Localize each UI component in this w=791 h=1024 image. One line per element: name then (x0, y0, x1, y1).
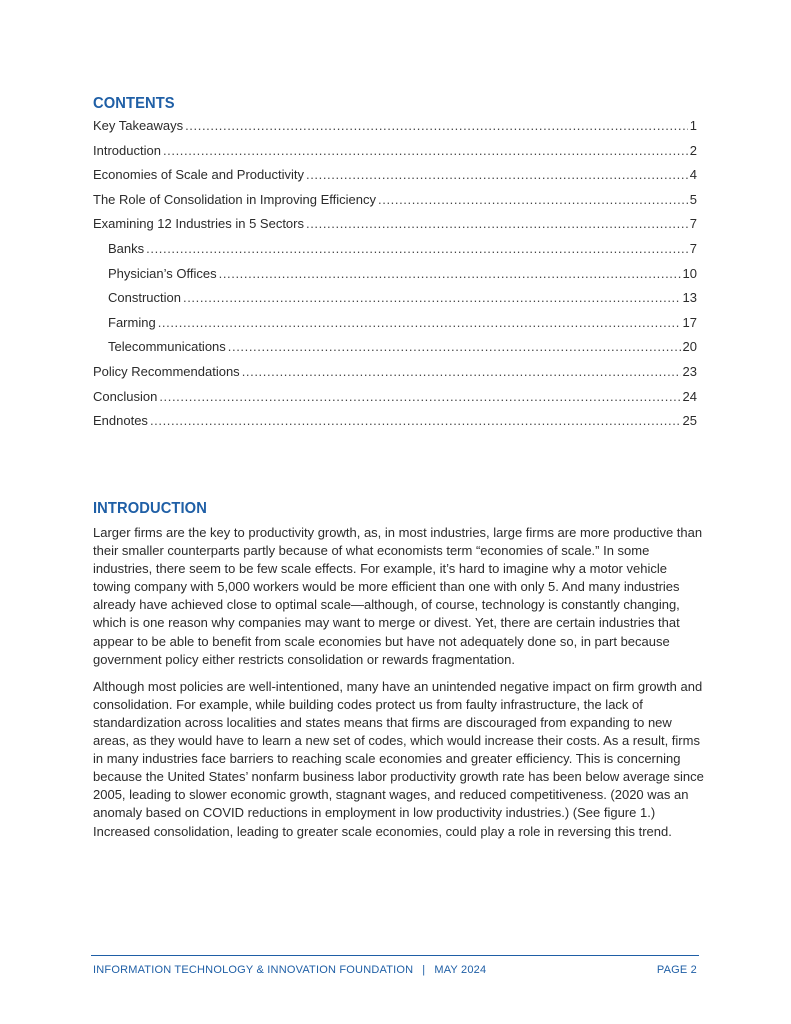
toc-entry-title: Farming (108, 314, 156, 330)
toc-entry-policy-recommendations[interactable] (93, 362, 697, 387)
toc-leader-dots (306, 165, 688, 184)
toc-entry-title: Physician’s Offices (108, 265, 217, 281)
toc-entry-title: Economies of Scale and Productivity (93, 167, 304, 183)
toc-entry-page: 4 (689, 167, 697, 183)
toc-leader-dots (219, 264, 681, 283)
toc-entry-page: 23 (682, 363, 697, 379)
toc-entry-conclusion[interactable] (93, 387, 697, 412)
table-of-contents (93, 116, 697, 436)
toc-entry-title: Telecommunications (108, 339, 226, 355)
footer-organization: INFORMATION TECHNOLOGY & INNOVATION FOUNDATION (93, 964, 414, 976)
toc-entry-title: Introduction (93, 142, 161, 158)
toc-entry-page: 7 (689, 216, 697, 232)
toc-entry-title: Key Takeaways (93, 118, 184, 133)
toc-leader-dots (242, 362, 681, 381)
toc-leader-dots (158, 313, 681, 332)
toc-entry-role-of-consolidation[interactable] (93, 190, 697, 215)
toc-leader-dots (163, 141, 688, 160)
toc-entry-page: 1 (689, 118, 697, 133)
toc-entry-introduction[interactable] (93, 141, 697, 166)
footer-left (93, 964, 486, 976)
toc-leader-dots (378, 190, 688, 209)
toc-entry-page: 20 (682, 339, 697, 355)
toc-entry-farming[interactable] (93, 313, 697, 338)
footer-page-number: PAGE 2 (656, 964, 697, 976)
introduction-paragraph: Although most policies are well-intentioned, many have an unintended negative impact on firm growth and consolidation. For example, while building codes protect us from faulty infrastructure, the lack of standardization across localities and states means that firms are discouraged from expanding to new areas, as they would have to learn a new set of codes, which would increase their costs. As a result, firms in many industries face barriers to reaching scale economies and greater efficiency. This is concerning because the United States’ nonfarm business labor productivity growth rate has been below average since 2005, leading to slower economic growth, stagnant wages, and reduced competitiveness. (2020 was an anomaly based on COVID reductions in employment in low productivity industries.) (See figure 1.) Increased consolidation, leading to greater scale economies, could play a role in reversing this trend. (93, 678, 704, 839)
toc-entry-page: 24 (682, 388, 697, 404)
toc-entry-title: Policy Recommendations (93, 363, 240, 379)
toc-entry-page: 2 (689, 142, 697, 158)
toc-entry-page: 25 (682, 413, 697, 429)
toc-entry-title: The Role of Consolidation in Improving Efficiency (93, 191, 377, 207)
toc-entry-endnotes[interactable] (93, 411, 697, 436)
toc-entry-title: Examining 12 Industries in 5 Sectors (93, 216, 304, 232)
toc-leader-dots (185, 116, 688, 135)
toc-entry-page: 13 (682, 290, 697, 306)
toc-entry-title: Endnotes (93, 413, 148, 429)
toc-leader-dots (306, 214, 688, 233)
toc-entry-title: Construction (108, 290, 181, 306)
toc-entry-banks[interactable] (93, 239, 697, 264)
introduction-paragraph: Larger firms are the key to productivity growth, as, in most industries, large firms are more productive than their smaller counterparts partly because of what economists term “economies of scale.” In some industries, there seem to be few scale effects. For example, it’s hard to imagine why a motor vehicle towing company with 5,000 workers would be more efficient than one with only 5. And many industries already have achieved close to optimal scale—although, of course, technology is constantly changing, which is one reason why companies may want to merge or divest. Yet, there are certain industries that appear to be able to benefit from scale economies but have not adequately done so, in part because government policy either restricts consolidation or rewards fragmentation. (93, 525, 703, 667)
contents-heading: CONTENTS (93, 95, 175, 112)
toc-entry-physicians-offices[interactable] (93, 264, 697, 289)
toc-leader-dots (159, 387, 680, 406)
toc-entry-page: 5 (689, 191, 697, 207)
introduction-heading: INTRODUCTION (93, 500, 207, 517)
footer-separator: | (422, 964, 426, 976)
introduction-body (93, 524, 705, 850)
toc-leader-dots (183, 288, 681, 307)
toc-entry-title: Conclusion (93, 388, 158, 404)
toc-entry-examining-industries[interactable] (93, 214, 697, 239)
toc-leader-dots (228, 337, 681, 356)
toc-leader-dots (146, 239, 688, 258)
toc-entry-economies-of-scale[interactable] (93, 165, 697, 190)
toc-entry-page: 17 (682, 314, 697, 330)
page-footer (93, 964, 697, 976)
footer-date: MAY 2024 (434, 964, 487, 976)
toc-leader-dots (150, 411, 681, 430)
toc-entry-page: 10 (682, 265, 697, 281)
toc-entry-telecommunications[interactable] (93, 337, 697, 362)
toc-entry-title: Banks (108, 240, 145, 256)
toc-entry-construction[interactable] (93, 288, 697, 313)
footer-divider (91, 955, 699, 956)
toc-entry-page: 7 (689, 240, 697, 256)
toc-entry-key-takeaways[interactable] (93, 116, 697, 141)
